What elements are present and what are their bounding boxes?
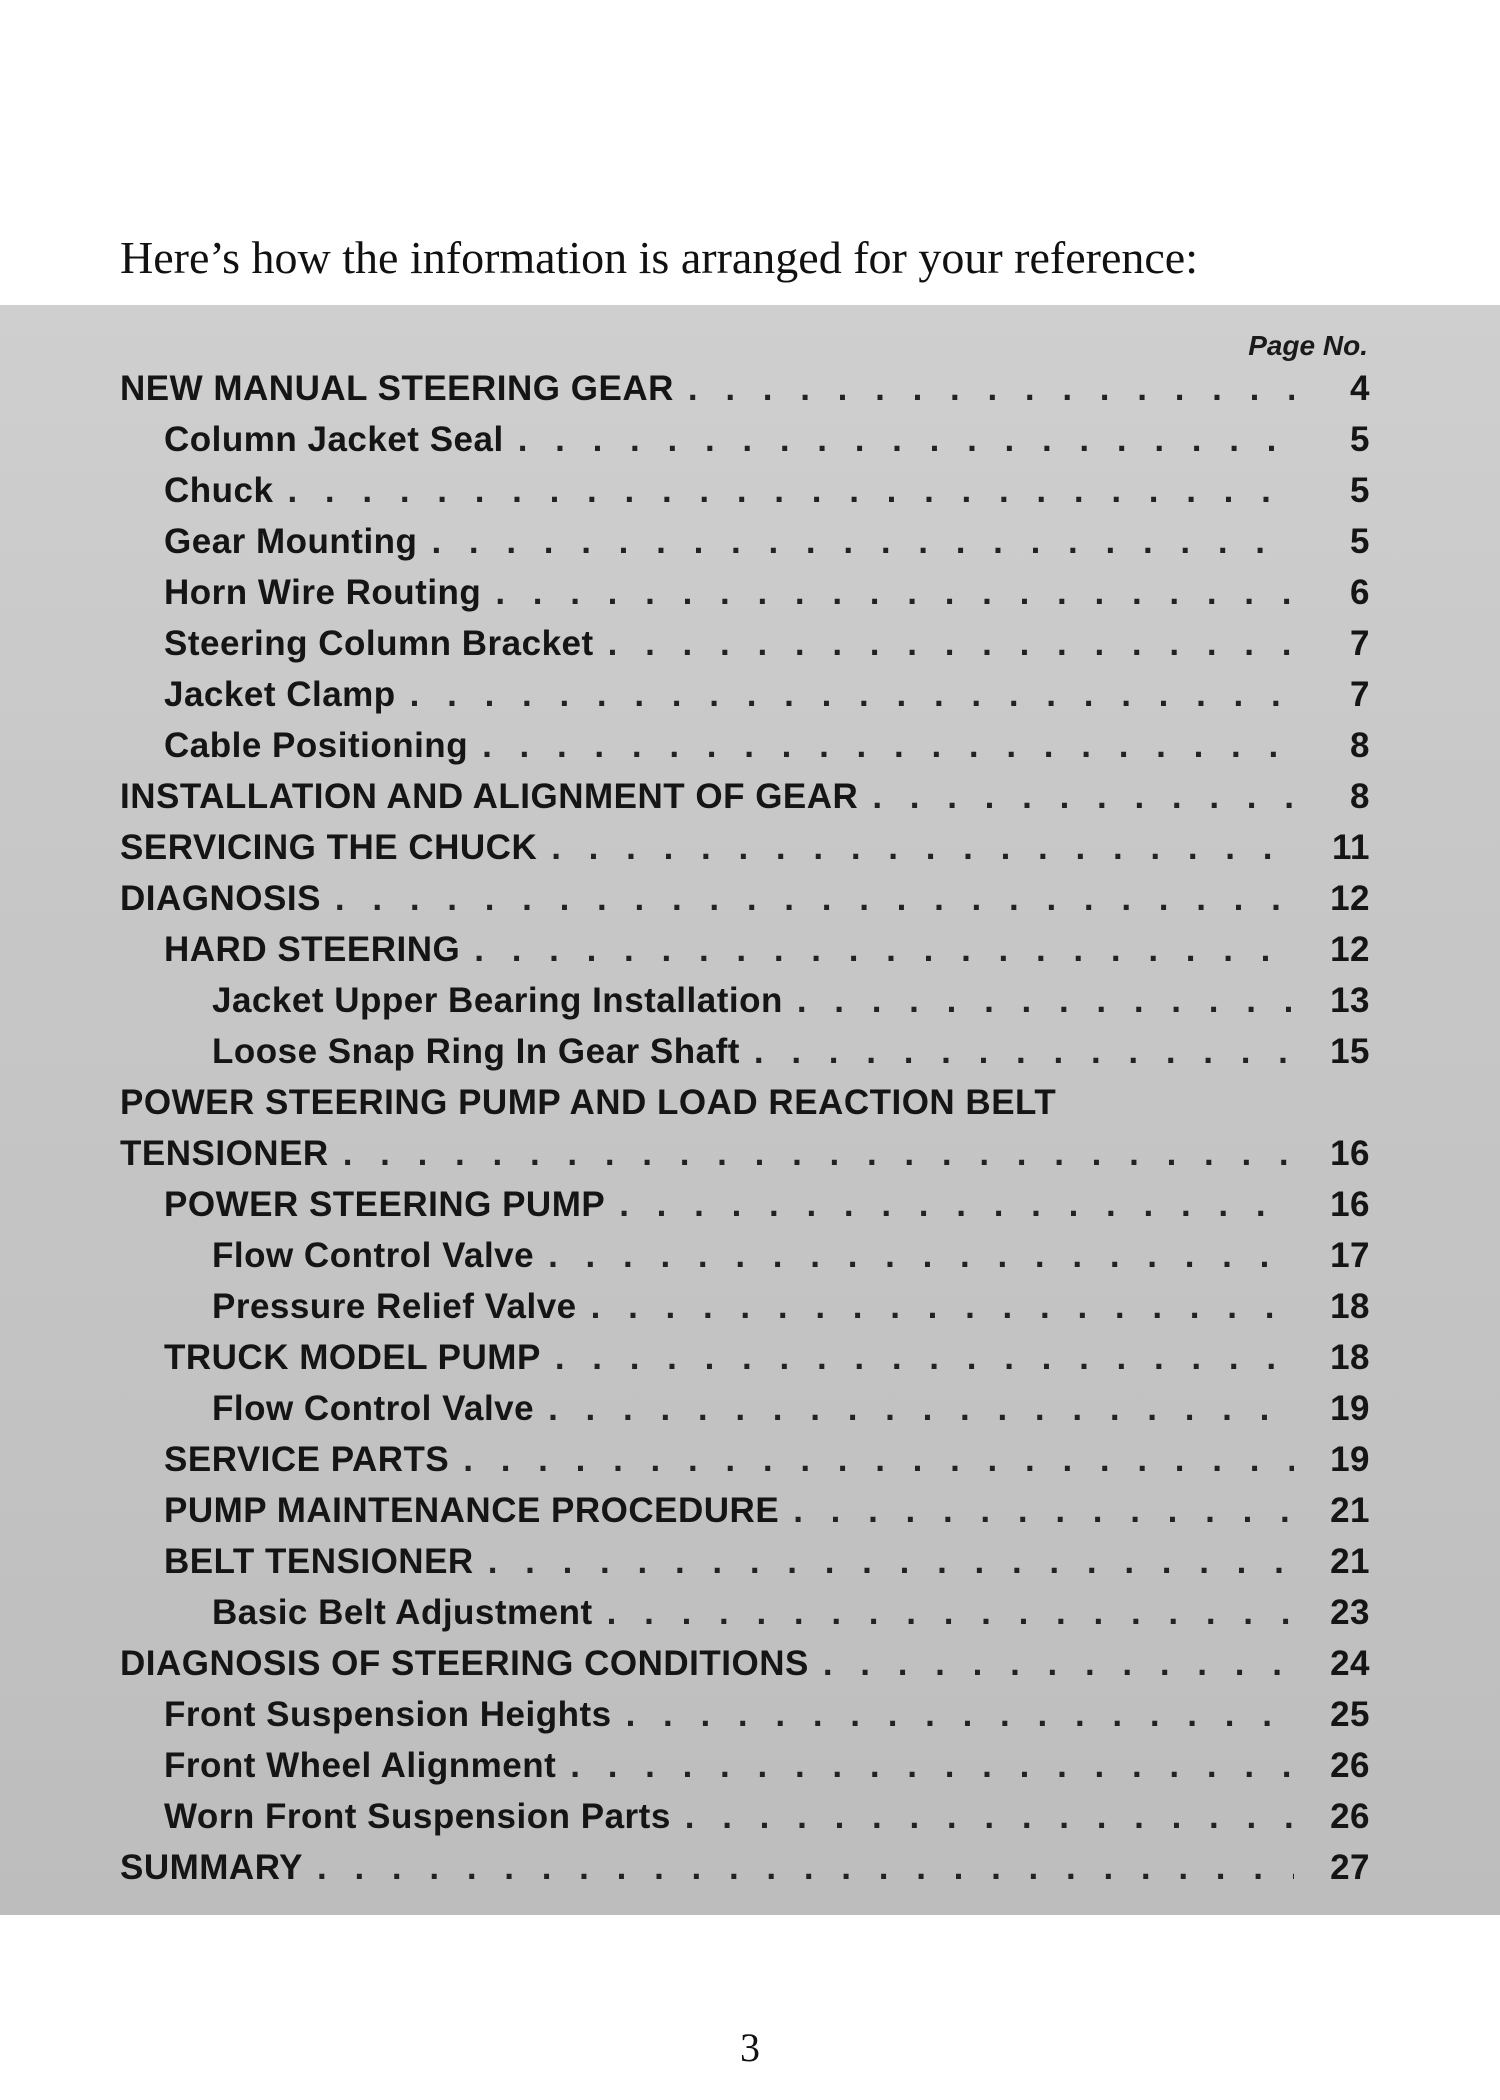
toc-entry [120, 1026, 1370, 1077]
toc-entry-page: 7 [1350, 624, 1370, 663]
toc-entry-title: Horn Wire Routing [164, 573, 482, 612]
toc-entry-title: Basic Belt Adjustment [212, 1593, 593, 1632]
dot-leader [591, 1281, 1294, 1332]
toc-entry [120, 1434, 1370, 1485]
dot-leader [685, 1791, 1294, 1842]
toc-entry [120, 924, 1370, 975]
dot-leader [688, 363, 1294, 414]
toc-entry-title: Front Suspension Heights [164, 1695, 612, 1734]
dot-leader [551, 822, 1294, 873]
toc-entry-page: 8 [1350, 726, 1370, 765]
toc-entry [120, 363, 1370, 414]
toc-entry-title: Gear Mounting [164, 522, 418, 561]
dot-leader [619, 1179, 1294, 1230]
toc-entry [120, 1332, 1370, 1383]
page-number: 3 [740, 2025, 760, 2070]
dot-leader [495, 567, 1294, 618]
toc-entry [120, 1689, 1370, 1740]
toc-entry-page: 17 [1330, 1236, 1370, 1275]
toc-entry [120, 1536, 1370, 1587]
dot-leader [463, 1434, 1294, 1485]
page-no-header: Page No. [1248, 330, 1368, 361]
toc-entry-page: 26 [1330, 1797, 1370, 1836]
dot-leader [488, 1536, 1294, 1587]
dot-leader [287, 465, 1294, 516]
dot-leader [754, 1026, 1294, 1077]
toc-entry-page: 4 [1350, 369, 1370, 408]
toc-entry-title: Steering Column Bracket [164, 624, 594, 663]
toc-entry-page: 23 [1330, 1593, 1370, 1632]
toc-entry-title: INSTALLATION AND ALIGNMENT OF GEAR [120, 777, 859, 816]
intro-text: Here’s how the information is arranged for your reference: [120, 232, 1198, 283]
toc-entry-title: Worn Front Suspension Parts [164, 1797, 671, 1836]
toc-entry [120, 1485, 1370, 1536]
toc-entry-page: 18 [1330, 1338, 1370, 1377]
dot-leader [343, 1128, 1294, 1179]
toc-entry-page: 15 [1330, 1032, 1370, 1071]
toc-entry-title: Front Wheel Alignment [164, 1746, 557, 1785]
toc-entry [120, 1179, 1370, 1230]
toc-entry-page: 5 [1350, 471, 1370, 510]
toc-entry-page: 19 [1330, 1440, 1370, 1479]
dot-leader [797, 975, 1294, 1026]
toc-entry [120, 975, 1370, 1026]
toc-entry [120, 1230, 1370, 1281]
toc-entry [120, 1587, 1370, 1638]
toc-entry-page: 21 [1330, 1491, 1370, 1530]
toc-entry-title: HARD STEERING [164, 930, 461, 969]
toc-entry-page: 26 [1330, 1746, 1370, 1785]
toc-entry-page: 25 [1330, 1695, 1370, 1734]
toc-entry-page: 6 [1350, 573, 1370, 612]
dot-leader [482, 720, 1294, 771]
toc-entry-title: POWER STEERING PUMP AND LOAD REACTION BELT [120, 1083, 1057, 1122]
dot-leader [793, 1485, 1294, 1536]
toc-entry [120, 1638, 1370, 1689]
dot-leader [548, 1230, 1294, 1281]
toc-entry-title: TRUCK MODEL PUMP [164, 1338, 541, 1377]
dot-leader [410, 669, 1294, 720]
toc-entry-title: BELT TENSIONER [164, 1542, 474, 1581]
toc-entry-title: SERVICING THE CHUCK [120, 828, 538, 867]
toc-entry-page: 8 [1350, 777, 1370, 816]
toc-entry-title: POWER STEERING PUMP [164, 1185, 606, 1224]
toc-entry-page: 16 [1330, 1185, 1370, 1224]
toc-entry-page: 21 [1330, 1542, 1370, 1581]
toc-entry-page: 12 [1330, 930, 1370, 969]
dot-leader [872, 771, 1294, 822]
dot-leader [335, 873, 1294, 924]
toc-entry [120, 567, 1370, 618]
toc-entry-page: 18 [1330, 1287, 1370, 1326]
toc-entry [120, 1281, 1370, 1332]
toc-entry-title: SERVICE PARTS [164, 1440, 450, 1479]
toc-entry-title: Pressure Relief Valve [212, 1287, 577, 1326]
toc-entry-title: Jacket Upper Bearing Installation [212, 981, 783, 1020]
dot-leader [317, 1842, 1294, 1893]
toc-entry-page: 13 [1330, 981, 1370, 1020]
toc-entry [120, 822, 1370, 873]
toc-entry-title: Jacket Clamp [164, 675, 396, 714]
toc-entry-title: NEW MANUAL STEERING GEAR [120, 369, 674, 408]
toc-entry-page: 19 [1330, 1389, 1370, 1428]
toc-entry-title: Cable Positioning [164, 726, 469, 765]
toc-entry-title: Flow Control Valve [212, 1236, 535, 1275]
toc-entry [120, 414, 1370, 465]
toc-entry [120, 1791, 1370, 1842]
dot-leader [570, 1740, 1294, 1791]
toc-entry [120, 1128, 1370, 1179]
dot-leader [823, 1638, 1294, 1689]
dot-leader [518, 414, 1294, 465]
toc-entry-title: DIAGNOSIS OF STEERING CONDITIONS [120, 1644, 809, 1683]
toc-entry-page: 27 [1330, 1848, 1370, 1887]
toc-entry-page: 11 [1332, 828, 1370, 867]
toc-entry-page: 5 [1350, 420, 1370, 459]
dot-leader [474, 924, 1294, 975]
toc-entry-title: Chuck [164, 471, 274, 510]
toc-entry-title: DIAGNOSIS [120, 879, 321, 918]
toc-entry-title: PUMP MAINTENANCE PROCEDURE [164, 1491, 780, 1530]
table-of-contents [120, 363, 1370, 1893]
dot-leader [626, 1689, 1294, 1740]
dot-leader [555, 1332, 1294, 1383]
toc-entry-title: Flow Control Valve [212, 1389, 535, 1428]
toc-entry-title: TENSIONER [120, 1134, 329, 1173]
dot-leader [607, 1587, 1294, 1638]
toc-entry-page: 7 [1350, 675, 1370, 714]
toc-entry [120, 1077, 1370, 1128]
toc-entry-page: 16 [1330, 1134, 1370, 1173]
toc-entry [120, 669, 1370, 720]
dot-leader [548, 1383, 1294, 1434]
toc-entry [120, 465, 1370, 516]
toc-entry [120, 771, 1370, 822]
toc-entry [120, 618, 1370, 669]
toc-entry-page: 5 [1350, 522, 1370, 561]
dot-leader [431, 516, 1294, 567]
toc-entry [120, 873, 1370, 924]
dot-leader [608, 618, 1294, 669]
toc-entry [120, 516, 1370, 567]
toc-entry [120, 1842, 1370, 1893]
toc-entry-title: SUMMARY [120, 1848, 304, 1887]
toc-entry-page: 24 [1330, 1644, 1370, 1683]
toc-entry-page: 12 [1330, 879, 1370, 918]
toc-entry [120, 1383, 1370, 1434]
toc-entry-title: Column Jacket Seal [164, 420, 504, 459]
toc-entry-title: Loose Snap Ring In Gear Shaft [212, 1032, 740, 1071]
toc-entry [120, 1740, 1370, 1791]
toc-entry [120, 720, 1370, 771]
